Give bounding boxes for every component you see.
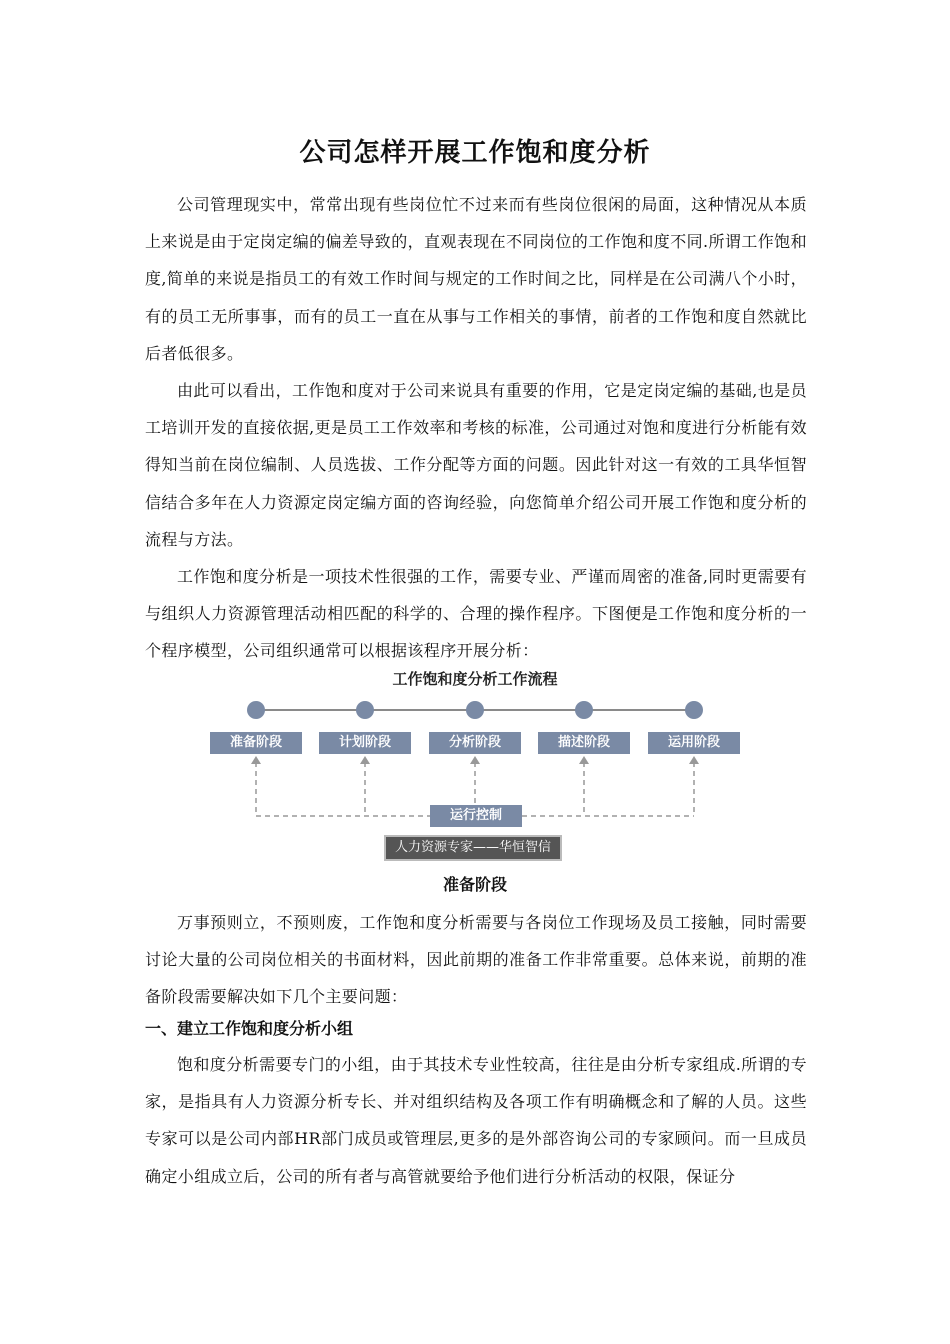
importance-paragraph: 由此可以看出，工作饱和度对于公司来说具有重要的作用，它是定岗定编的基础,也是员工培训开发的直接依据,更是员工工作效率和考核的标准，公司通过对饱和度进行分析能有效得知当前在岗位编制、人员选拔、工作分配等方面的问题。因此针对这一有效的工具华恒智信结合多年在人力资源定岗定编方面的咨询经验，向您简单介绍公司开展工作饱和度分析的流程与方法。 bbox=[145, 381, 807, 549]
intro-paragraph: 公司管理现实中，常常出现有些岗位忙不过来而有些岗位很闲的局面，这种情况从本质上来说是由于定岗定编的偏差导致的，直观表现在不同岗位的工作饱和度不同.所谓工作饱和度,简单的来说是指员工的有效工作时间与规定的工作时间之比，同样是在公司满八个小时，有的员工无所事事，而有的员工一直在从事与工作相关的事情，前者的工作饱和度自然就比后者低很多。 bbox=[145, 195, 807, 363]
brand-caption: 人力资源专家——华恒智信 bbox=[386, 837, 560, 859]
diagram-title: 工作饱和度分析工作流程 bbox=[392, 670, 558, 688]
control-box: 运行控制 bbox=[430, 805, 522, 827]
stage-prepare: 准备阶段 bbox=[210, 732, 302, 754]
stage-analyze: 分析阶段 bbox=[429, 732, 521, 754]
section-title: 准备阶段 bbox=[442, 875, 507, 894]
timeline-node bbox=[356, 701, 374, 719]
sub-paragraph: 饱和度分析需要专门的小组，由于其技术专业性较高，往往是由分析专家组成.所谓的专家，是指具有人力资源分析专长、并对组织结构及各项工作有明确概念和了解的人员。这些专家可以是公司内部HR部门成员或管理层,更多的是外部咨询公司的专家顾问。而一旦成员确定小组成立后，公司的所有者与高管就要给予他们进行分析活动的权限，保证分 bbox=[145, 1055, 807, 1186]
stage-plan: 计划阶段 bbox=[319, 732, 411, 754]
feedback-arrowheads bbox=[251, 756, 699, 764]
process-paragraph: 工作饱和度分析是一项技术性很强的工作，需要专业、严谨而周密的准备,同时更需要有与组织人力资源管理活动相匹配的科学的、合理的操作程序。下图便是工作饱和度分析的一个程序模型，公司组织通常可以根据该程序开展分析： bbox=[145, 567, 807, 661]
timeline-node bbox=[247, 701, 265, 719]
section-paragraph: 万事预则立，不预则废，工作饱和度分析需要与各岗位工作现场及员工接触，同时需要讨论大量的公司岗位相关的书面材料，因此前期的准备工作非常重要。总体来说，前期的准备阶段需要解决如下几个主要问题： bbox=[145, 913, 807, 1007]
stage-apply: 运用阶段 bbox=[648, 732, 740, 754]
stage-describe: 描述阶段 bbox=[538, 732, 630, 754]
timeline-node bbox=[685, 701, 703, 719]
subheading: 一、建立工作饱和度分析小组 bbox=[145, 1019, 354, 1038]
timeline-node bbox=[575, 701, 593, 719]
timeline-node bbox=[466, 701, 484, 719]
document-title: 公司怎样开展工作饱和度分析 bbox=[299, 138, 651, 168]
workflow-diagram bbox=[200, 664, 750, 864]
workflow-connectors bbox=[200, 664, 750, 864]
